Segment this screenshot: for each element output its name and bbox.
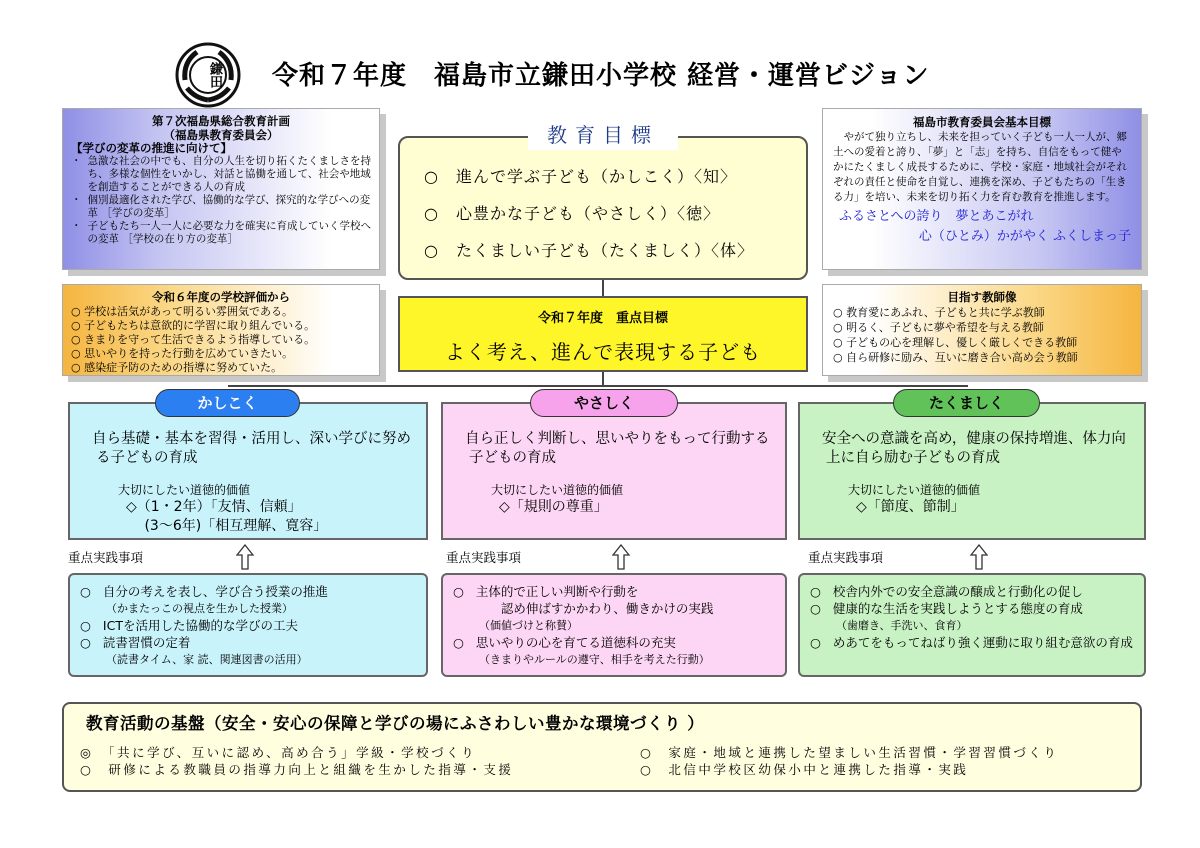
list-item	[453, 583, 775, 617]
list-item: ○ 学校は活気があって明るい雰囲気である。	[71, 305, 293, 318]
education-goal-item: ○ たくましい子ども（たくましく）〈体〉	[424, 241, 754, 260]
practice-note: （価値づけと称賛）	[479, 619, 578, 632]
list-item: ◎ 「共に学び、互いに認め、高め合う」学級・学校づくり	[80, 745, 477, 760]
bullet-text: 急激な社会の中でも、自分の人生を切り拓くたくましさを持ち、多様な個性をいかし、対話と協働を通して、社会や地域を創造することができる人の育成	[87, 155, 371, 193]
bullet-mark: ・	[71, 155, 82, 167]
list-item	[80, 634, 416, 651]
yasashiku-pill: やさしく	[530, 389, 678, 417]
list-item: ○ 北信中学校区幼保小中と連携した指導・実践	[640, 762, 969, 777]
connector-line	[602, 280, 604, 296]
yasashiku-panel	[441, 402, 787, 540]
practice-note: （歯磨き、手洗い、食育）	[836, 619, 968, 632]
practice-note: （かまたっこの視点を生かした授業）	[106, 602, 293, 615]
takumashiku-panel	[798, 402, 1146, 540]
list-item	[71, 155, 371, 194]
foundation-box	[62, 702, 1142, 792]
takumashiku-practice-box	[798, 573, 1146, 677]
connector-line	[228, 385, 968, 387]
education-goals-box	[398, 136, 808, 280]
yasashiku-practice-box	[441, 573, 787, 677]
up-arrow-icon	[236, 544, 254, 570]
list-item	[71, 194, 371, 220]
list-item: ○ 感染症予防のための指導に努めていた。	[71, 361, 283, 374]
list-item: ○ 子どもの心を理解し、優しく厳しくできる教師	[833, 336, 1078, 349]
practice-note: （きまりやルールの遵守、相手を考えた行動）	[479, 653, 710, 666]
up-arrow-icon	[970, 544, 988, 570]
foundation-row	[80, 761, 1124, 778]
teacher-image-title: 目指す教師像	[947, 290, 1017, 304]
practice-text: 主体的で正しい判断や行動を 認め伸ばすかかわり、働きかけの実践	[475, 584, 714, 616]
foundation-row	[80, 744, 1124, 761]
values-heading: 大切にしたい道徳的価値	[118, 483, 251, 497]
prefecture-plan-title: 第７次福島県総合教育計画	[152, 114, 290, 128]
list-item	[810, 583, 1134, 600]
school-evaluation-box	[62, 284, 380, 376]
education-goal-item: ○ 進んで学ぶ子ども（かしこく）〈知〉	[424, 167, 737, 186]
panel-description: 安全への意識を高め，健康の保持増進、体力向上に自ら励む子どもの育成	[822, 431, 1126, 466]
kashikoku-pill: かしこく	[155, 389, 300, 417]
bullet-circle-icon: ○	[810, 584, 821, 599]
prefecture-plan-heading: 【学びの変革の推進に向けて】	[71, 141, 232, 155]
practice-text: 読書習慣の定着	[102, 635, 191, 650]
bullet-mark: ・	[71, 194, 82, 206]
list-item: ○ 研修による教職員の指導力向上と組織を生かした指導・支援	[80, 762, 514, 777]
practice-text: ICTを活用した協働的な学びの工夫	[102, 618, 298, 633]
practice-text: 校舎内外での安全意識の醸成と行動化の促し	[832, 584, 1083, 599]
list-item: ○ 家庭・地域と連携した望ましい生活習慣・学習習慣づくり	[640, 745, 1059, 760]
focus-goal-subtitle: 令和７年度 重点目標	[537, 311, 668, 326]
kashikoku-practice-box	[68, 573, 428, 677]
bullet-circle-icon: ○	[810, 601, 821, 616]
focus-goal-box	[398, 296, 808, 372]
city-goal-title: 福島市教育委員会基本目標	[913, 115, 1051, 129]
prefecture-plan-box	[62, 108, 380, 270]
teacher-image-box	[822, 284, 1142, 376]
practice-text: めあてをもってねばり強く運動に取り組む意欲の育成	[832, 635, 1133, 650]
city-goal-box	[822, 108, 1142, 270]
values-heading: 大切にしたい道徳的価値	[491, 483, 624, 497]
list-item	[80, 583, 416, 600]
practice-heading: 重点実践事項	[446, 550, 522, 565]
values-text: ◇（1・2年）「友情、信頼」 (3～6年)「相互理解、寛容」	[126, 499, 328, 534]
practice-text: 健康的な生活を実践しようとする態度の育成	[832, 601, 1083, 616]
panel-description: 自ら基礎・基本を習得・活用し、深い学びに努める子どもの育成	[92, 431, 411, 466]
bullet-circle-icon: ○	[810, 635, 821, 650]
city-goal-body: やがて独り立ちし、未来を担っていく子ども一人一人が、郷土への愛着と誇り、「夢」と「志」を持ち、自信をもって健やかにたくましく成長するために、学校・家庭・地域社会がそれぞれの責任と使命を自覚し、連携を深め、子どもたちの「生きる力」を培い、未来を切り拓く力を育む教育を推進します。	[833, 131, 1127, 203]
list-item	[810, 600, 1134, 617]
practice-text: 思いやりの心を育てる道徳科の充実	[475, 635, 676, 650]
list-item	[71, 220, 371, 246]
school-emblem-icon	[175, 42, 241, 108]
bullet-circle-icon: ○	[80, 618, 91, 633]
education-goal-item: ○ 心豊かな子ども（やさしく）〈徳〉	[424, 204, 720, 223]
list-item: ○ きまりを守って生活できるよう指導している。	[71, 333, 316, 346]
up-arrow-icon	[612, 544, 630, 570]
values-text: ◇「規則の尊重」	[499, 499, 608, 515]
list-item: ○ 思いやりを持った行動を広めていきたい。	[71, 347, 294, 360]
list-item: ○ 子どもたちは意欲的に学習に取り組んでいる。	[71, 319, 316, 332]
practice-note: （読書タイム、家 読、関連図書の活用）	[106, 653, 308, 666]
values-heading: 大切にしたい道徳的価値	[848, 483, 981, 497]
values-text: ◇「節度、節制」	[856, 499, 965, 515]
practice-text: 自分の考えを表し、学び合う授業の推進	[102, 584, 328, 599]
takumashiku-pill: たくましく	[893, 389, 1040, 417]
bullet-circle-icon: ○	[80, 635, 91, 650]
panel-description: 自ら正しく判断し、思いやりをもって行動する子どもの育成	[465, 431, 770, 466]
practice-heading: 重点実践事項	[68, 550, 144, 565]
bullet-circle-icon: ○	[453, 635, 464, 650]
connector-line	[602, 372, 604, 386]
bullet-text: 個別最適化された学び、協働的な学び、探究的な学びへの変革 ［学びの変革］	[87, 194, 371, 219]
kashikoku-panel	[68, 402, 428, 540]
education-goals-title: 教育目標	[528, 120, 678, 150]
list-item: ○ 明るく、子どもに夢や希望を与える教師	[833, 321, 1044, 334]
evaluation-title: 令和６年度の学校評価から	[152, 290, 290, 304]
focus-goal-main: よく考え、進んで表現する子ども	[444, 340, 762, 364]
foundation-title: 教育活動の基盤（安全・安心の保障と学びの場にふさわしい豊かな環境づくり ）	[86, 714, 705, 733]
list-item	[80, 617, 416, 634]
prefecture-plan-subtitle: （福島県教育委員会）	[163, 128, 279, 142]
emblem-text: 鎌田	[207, 62, 222, 88]
list-item: ○ 教育愛にあふれ、子どもと共に学ぶ教師	[833, 306, 1045, 319]
bullet-circle-icon: ○	[80, 584, 91, 599]
bullet-text: 子どもたち一人一人に必要な力を確実に育成していく学校への変革 ［学校の在り方の変革］	[87, 220, 371, 245]
practice-heading: 重点実践事項	[808, 550, 884, 565]
city-goal-slogan-1: ふるさとへの誇り 夢とあこがれ	[839, 209, 1034, 224]
page-title: 令和７年度 福島市立鎌田小学校 経営・運営ビジョン	[272, 61, 930, 91]
bullet-mark: ・	[71, 220, 82, 232]
list-item: ○ 自ら研修に励み、互いに磨き合い高め会う教師	[833, 351, 1078, 364]
list-item	[810, 634, 1134, 651]
city-goal-slogan-2: 心（ひとみ）かがやく ふくしまっ子	[918, 229, 1131, 244]
list-item	[453, 634, 775, 651]
bullet-circle-icon: ○	[453, 584, 464, 599]
